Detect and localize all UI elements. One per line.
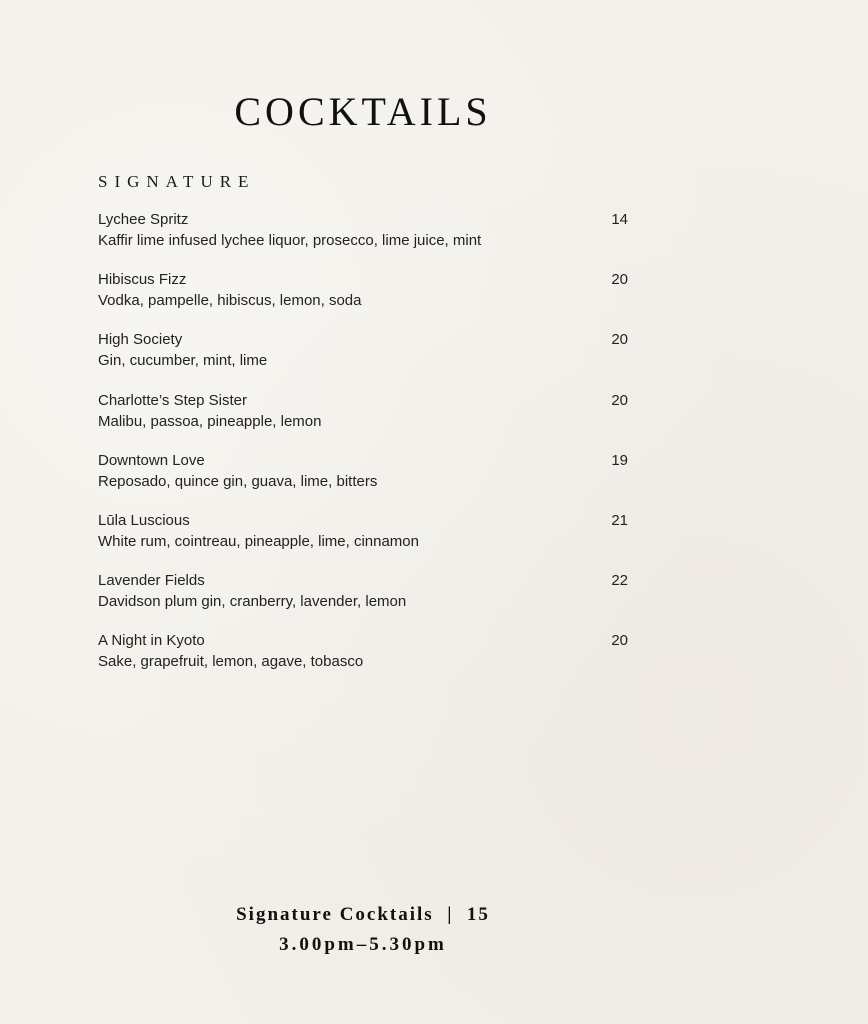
item-price: 20 [611,271,628,289]
item-price: 20 [611,331,628,349]
item-price: 19 [611,451,628,469]
item-price: 21 [611,511,628,529]
item-name: A Night in Kyoto [98,632,205,650]
page-title: COCKTAILS [234,89,492,134]
section-heading: SIGNATURE [98,172,256,191]
item-description: Malibu, passoa, pineapple, lemon [98,412,322,430]
item-description: Reposado, quince gin, guava, lime, bitters [98,472,378,490]
menu-item [98,269,628,329]
item-price: 20 [611,632,628,650]
menu-item [98,329,628,389]
footer [0,900,726,960]
item-name: High Society [98,331,183,349]
menu-item [98,510,628,570]
cocktail-list [98,209,628,691]
item-description: Gin, cucumber, mint, lime [98,352,268,370]
item-description: Kaffir lime infused lychee liquor, prosecco, lime juice, mint [98,232,482,249]
item-price: 22 [611,572,628,590]
item-description: Vodka, pampelle, hibiscus, lemon, soda [98,292,362,310]
item-price: 14 [611,211,628,228]
item-name: Lūla Luscious [98,511,190,529]
item-price: 20 [611,391,628,409]
footer-hours: 3.00pm–5.30pm [279,934,447,955]
item-description: White rum, cointreau, pineapple, lime, cinnamon [98,532,419,550]
item-name: Downtown Love [98,451,205,469]
menu-item [98,630,628,690]
item-name: Hibiscus Fizz [98,271,187,289]
item-description: Sake, grapefruit, lemon, agave, tobasco [98,653,364,671]
item-description: Davidson plum gin, cranberry, lavender, lemon [98,593,407,611]
item-name: Charlotte’s Step Sister [98,391,247,409]
menu-item [98,450,628,510]
footer-offer: Signature Cocktails | 15 [236,904,490,925]
item-name: Lychee Spritz [98,211,189,228]
menu-item [98,209,628,269]
item-name: Lavender Fields [98,572,205,590]
menu-item [98,570,628,630]
menu-item [98,390,628,450]
